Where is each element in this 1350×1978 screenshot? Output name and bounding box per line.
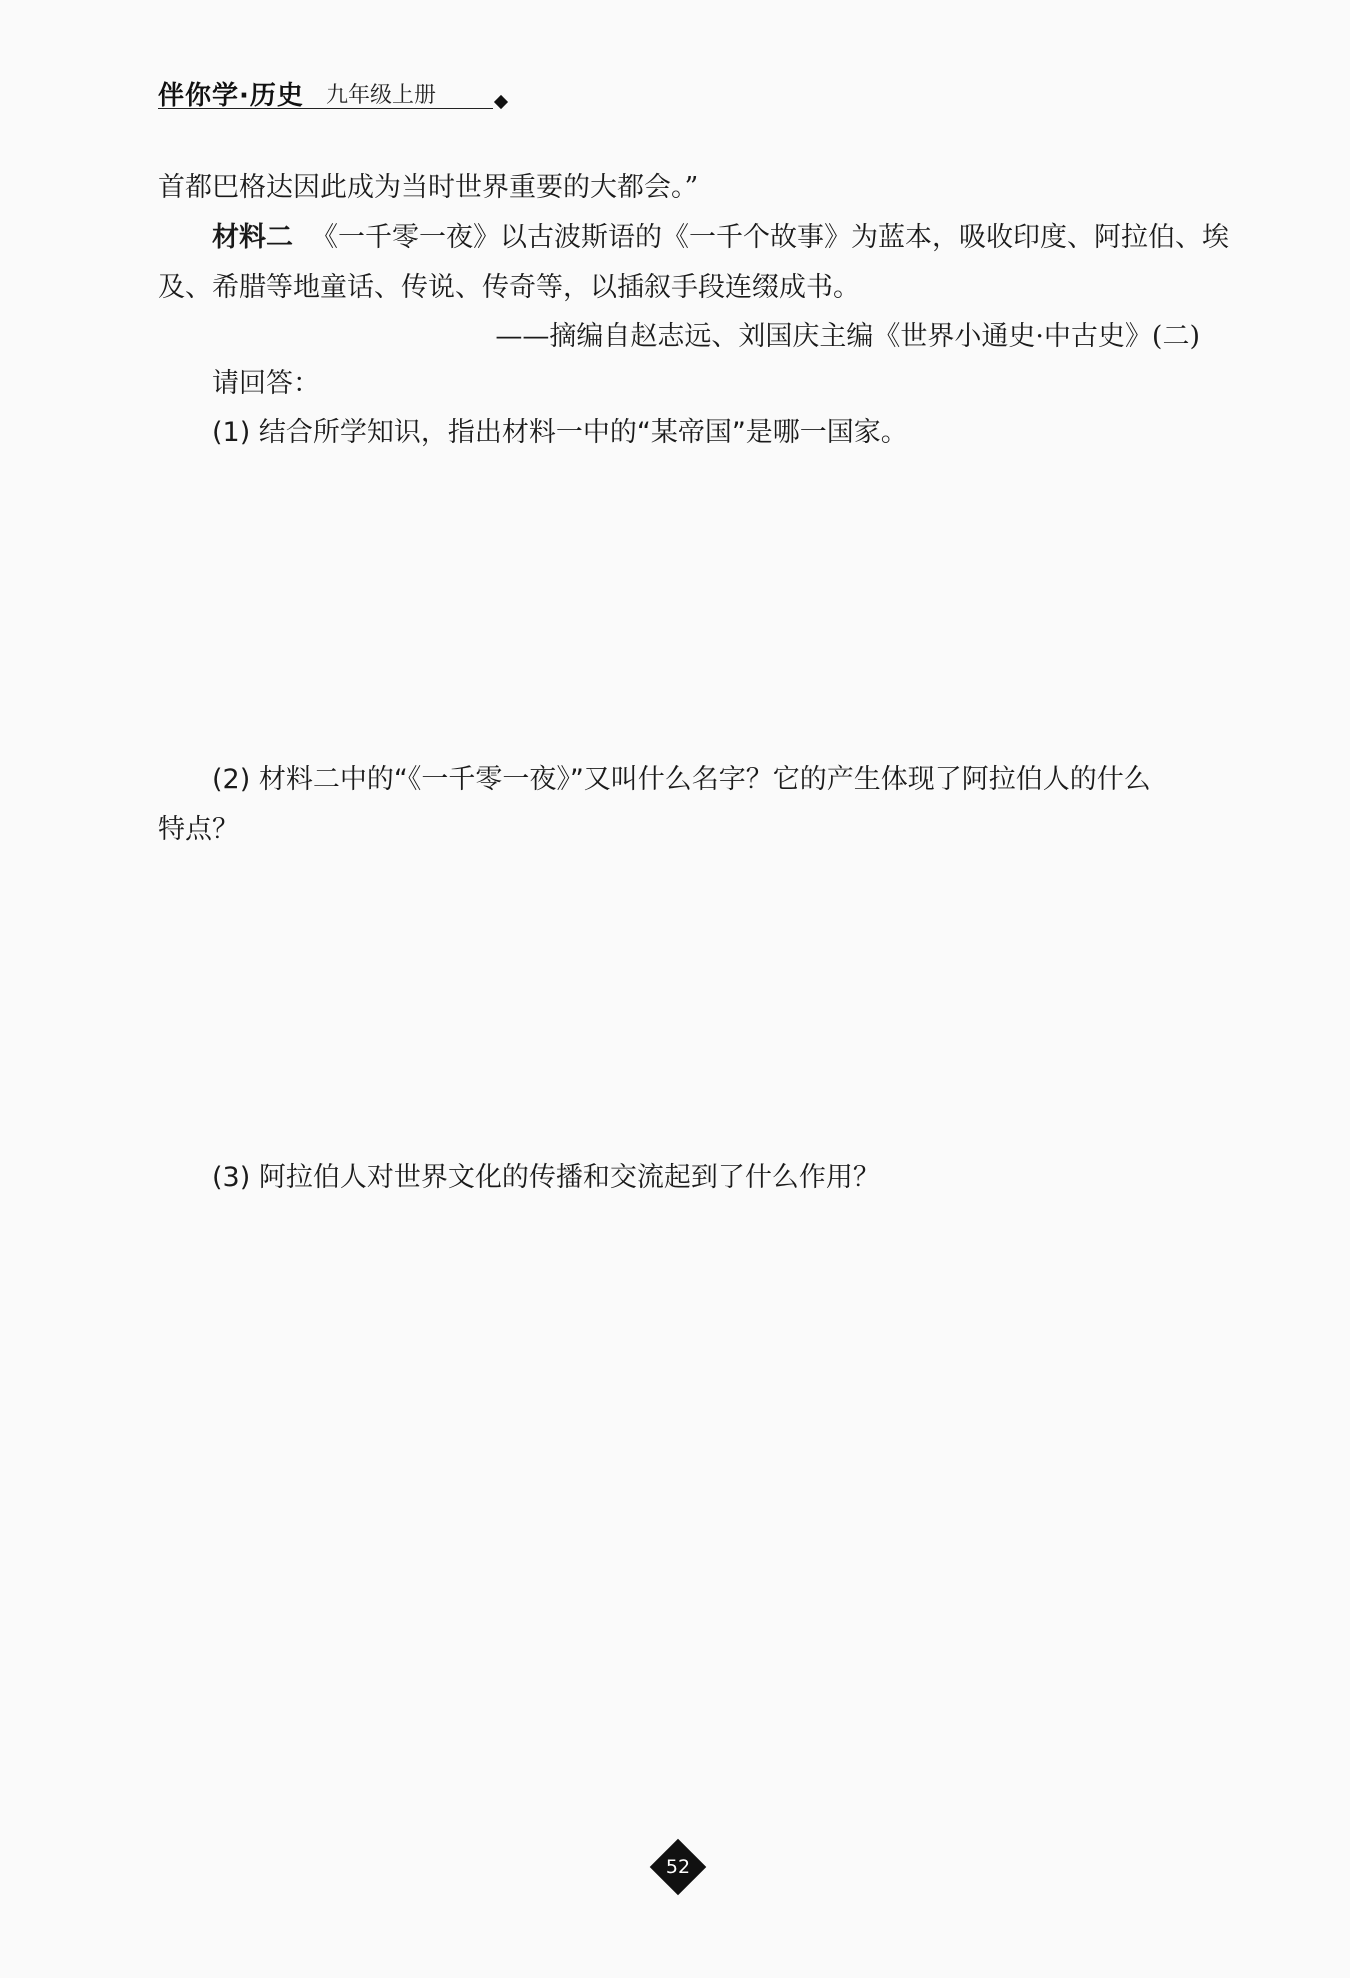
material-two-line-2: 及、希腊等地童话、传说、传奇等，以插叙手段连缀成书。 [158, 272, 860, 303]
answer-prompt: 请回答： [212, 368, 320, 399]
header-rule [158, 108, 493, 109]
material-two-source: ——摘编自赵志远、刘国庆主编《世界小通史·中古史》(二) [495, 321, 1200, 352]
question-3: (3) 阿拉伯人对世界文化的传播和交流起到了什么作用？ [212, 1162, 880, 1193]
question-1: (1) 结合所学知识，指出材料一中的“某帝国”是哪一国家。 [212, 417, 908, 448]
grade-label: 九年级上册 [326, 83, 437, 108]
question-2-line-1: (2) 材料二中的“《一千零一夜》”又叫什么名字？它的产生体现了阿拉伯人的什么 [212, 764, 1151, 795]
page-header [158, 78, 510, 118]
material-two-text-1: 《一千零一夜》以古波斯语的《一千个故事》为蓝本，吸收印度、阿拉伯、埃 [311, 222, 1229, 253]
material-two-label: 材料二 [212, 222, 293, 253]
book-title: 伴你学·历史 [158, 81, 304, 111]
material-two-line-1 [212, 218, 1229, 258]
page-number-badge [651, 1840, 705, 1894]
material-one-tail: 首都巴格达因此成为当时世界重要的大都会。” [158, 172, 699, 203]
page-number: 52 [665, 1856, 691, 1878]
question-2-line-2: 特点？ [158, 814, 239, 845]
